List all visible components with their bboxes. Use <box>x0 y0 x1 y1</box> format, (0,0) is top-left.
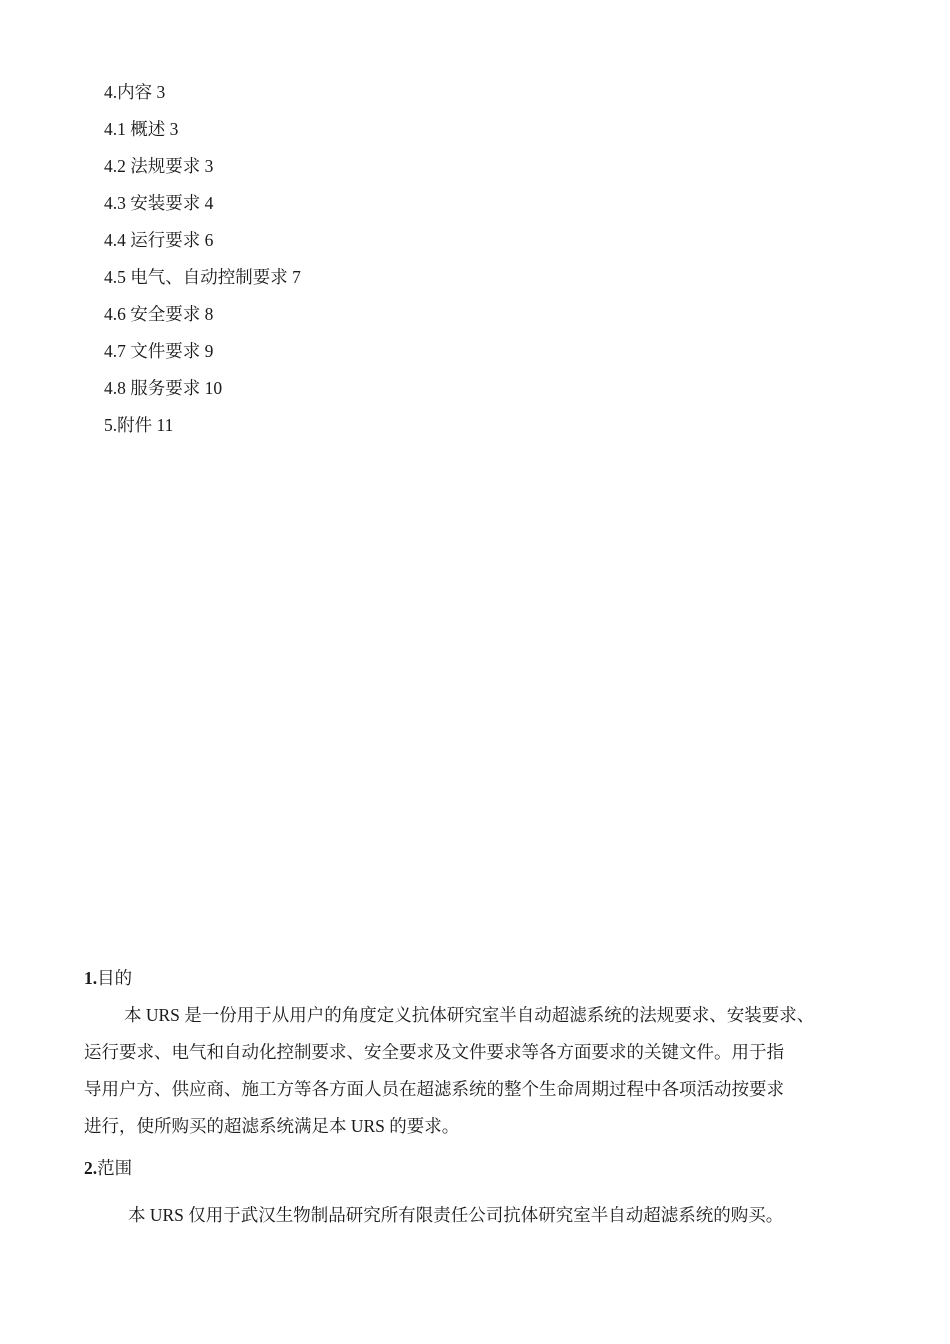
paragraph-line: 本 URS 是一份用于从用户的角度定义抗体研究室半自动超滤系统的法规要求、安装要求、 <box>124 1005 815 1025</box>
toc-item[interactable]: 4.内容 3 <box>104 82 166 102</box>
section-title: 范围 <box>97 1158 133 1178</box>
toc-item[interactable]: 4.7 文件要求 9 <box>104 341 214 361</box>
paragraph-line: 进行，使所购买的超滤系统满足本 URS 的要求。 <box>84 1116 460 1136</box>
toc-item[interactable]: 4.6 安全要求 8 <box>104 304 214 324</box>
paragraph-line: 本 URS 仅用于武汉生物制品研究所有限责任公司抗体研究室半自动超滤系统的购买。 <box>128 1205 784 1225</box>
paragraph-line: 导用户方、供应商、施工方等各方面人员在超滤系统的整个生命周期过程中各项活动按要求 <box>84 1079 784 1099</box>
toc-item[interactable]: 4.1 概述 3 <box>104 119 179 139</box>
table-of-contents <box>104 74 301 444</box>
paragraph-line: 运行要求、电气和自动化控制要求、安全要求及文件要求等各方面要求的关键文件。用于指 <box>84 1042 784 1062</box>
section-number: 2. <box>84 1158 98 1178</box>
toc-item[interactable]: 4.2 法规要求 3 <box>104 156 214 176</box>
toc-item[interactable]: 4.3 安装要求 4 <box>104 193 214 213</box>
toc-item[interactable]: 4.5 电气、自动控制要求 7 <box>104 267 301 287</box>
toc-item[interactable]: 4.4 运行要求 6 <box>104 230 214 250</box>
toc-item[interactable]: 4.8 服务要求 10 <box>104 378 223 398</box>
section-number: 1. <box>84 968 98 988</box>
scope-paragraph <box>84 1197 884 1234</box>
purpose-paragraph <box>84 997 884 1145</box>
toc-item[interactable]: 5.附件 11 <box>104 415 174 435</box>
section-title: 目的 <box>97 968 133 988</box>
section-heading-scope <box>84 1156 132 1180</box>
section-heading-purpose <box>84 966 132 990</box>
